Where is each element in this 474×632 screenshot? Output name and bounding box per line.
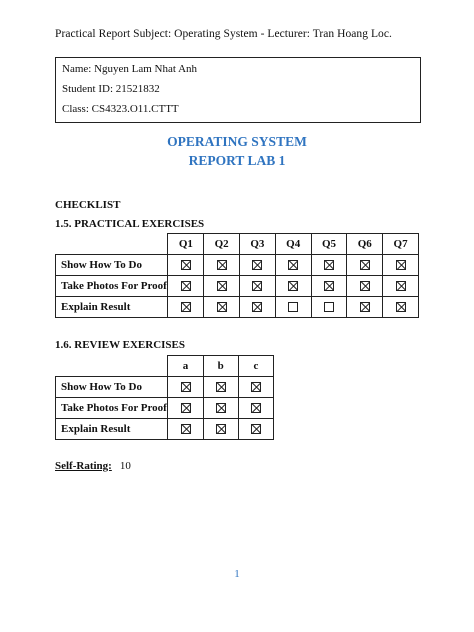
table-row	[56, 297, 419, 318]
checked-box-icon[interactable]	[251, 403, 261, 413]
column-header: Q5	[311, 234, 347, 255]
checkbox-cell	[238, 377, 273, 398]
checked-box-icon[interactable]	[216, 382, 226, 392]
checked-box-icon[interactable]	[181, 302, 191, 312]
checkbox-cell	[203, 398, 238, 419]
column-header: Q4	[275, 234, 311, 255]
checked-box-icon[interactable]	[181, 281, 191, 291]
table-row	[56, 255, 419, 276]
column-header: c	[238, 356, 273, 377]
table-row	[56, 419, 274, 440]
checked-box-icon[interactable]	[288, 260, 298, 270]
checkbox-cell	[168, 276, 204, 297]
checkbox-cell	[275, 255, 311, 276]
checkbox-cell	[168, 398, 203, 419]
checked-box-icon[interactable]	[324, 260, 334, 270]
report-title: OPERATING SYSTEM	[167, 134, 307, 149]
student-name: Name: Nguyen Lam Nhat Anh	[62, 63, 198, 75]
checkbox-cell	[204, 276, 240, 297]
checkbox-cell	[168, 377, 203, 398]
checked-box-icon[interactable]	[252, 281, 262, 291]
checkbox-cell	[311, 297, 347, 318]
report-subtitle: REPORT LAB 1	[188, 153, 286, 168]
self-rating	[55, 460, 131, 472]
checked-box-icon[interactable]	[360, 302, 370, 312]
column-header: Q7	[383, 234, 419, 255]
column-header: Q3	[240, 234, 276, 255]
checked-box-icon[interactable]	[216, 403, 226, 413]
checkbox-cell	[168, 255, 204, 276]
row-label: Explain Result	[56, 297, 168, 318]
page-header: Practical Report Subject: Operating System - Lecturer: Tran Hoang Loc.	[55, 28, 392, 40]
checked-box-icon[interactable]	[217, 302, 227, 312]
checked-box-icon[interactable]	[252, 302, 262, 312]
review-exercises-heading: 1.6. REVIEW EXERCISES	[55, 339, 186, 351]
table-corner-cell	[56, 356, 168, 377]
checkbox-cell	[240, 297, 276, 318]
checkbox-cell	[383, 297, 419, 318]
table-row	[56, 398, 274, 419]
row-label: Explain Result	[56, 419, 168, 440]
row-label: Show How To Do	[56, 255, 168, 276]
checkbox-cell	[275, 297, 311, 318]
checked-box-icon[interactable]	[251, 382, 261, 392]
checkbox-cell	[240, 255, 276, 276]
checked-box-icon[interactable]	[216, 424, 226, 434]
checkbox-cell	[347, 297, 383, 318]
checked-box-icon[interactable]	[181, 260, 191, 270]
row-label: Take Photos For Proof	[56, 398, 168, 419]
checkbox-cell	[238, 419, 273, 440]
checked-box-icon[interactable]	[324, 281, 334, 291]
checked-box-icon[interactable]	[360, 281, 370, 291]
column-header: Q2	[204, 234, 240, 255]
column-header: Q6	[347, 234, 383, 255]
self-rating-value: 10	[119, 460, 131, 472]
checkbox-cell	[275, 276, 311, 297]
table-header-row	[56, 234, 419, 255]
checkbox-cell	[203, 377, 238, 398]
checkbox-cell	[347, 255, 383, 276]
checkbox-cell	[204, 255, 240, 276]
review-checklist-table	[55, 355, 274, 440]
practical-checklist-table	[55, 233, 419, 318]
table-corner-cell	[56, 234, 168, 255]
checked-box-icon[interactable]	[181, 403, 191, 413]
checked-box-icon[interactable]	[217, 281, 227, 291]
student-id: Student ID: 21521832	[62, 83, 160, 95]
checkbox-cell	[347, 276, 383, 297]
column-header: a	[168, 356, 203, 377]
checked-box-icon[interactable]	[396, 260, 406, 270]
table-row	[56, 276, 419, 297]
checked-box-icon[interactable]	[181, 424, 191, 434]
checkbox-cell	[383, 255, 419, 276]
checkbox-cell	[311, 276, 347, 297]
table-row	[56, 377, 274, 398]
checkbox-cell	[204, 297, 240, 318]
checklist-heading: CHECKLIST	[55, 199, 121, 211]
empty-box-icon[interactable]	[288, 302, 298, 312]
checked-box-icon[interactable]	[288, 281, 298, 291]
checked-box-icon[interactable]	[360, 260, 370, 270]
self-rating-label: Self-Rating:	[55, 460, 112, 472]
checked-box-icon[interactable]	[251, 424, 261, 434]
checked-box-icon[interactable]	[181, 382, 191, 392]
practical-exercises-heading: 1.5. PRACTICAL EXERCISES	[55, 218, 205, 230]
student-info-box	[55, 57, 421, 123]
checkbox-cell	[240, 276, 276, 297]
checkbox-cell	[168, 297, 204, 318]
checkbox-cell	[383, 276, 419, 297]
checkbox-cell	[238, 398, 273, 419]
checked-box-icon[interactable]	[396, 302, 406, 312]
checked-box-icon[interactable]	[252, 260, 262, 270]
checked-box-icon[interactable]	[396, 281, 406, 291]
student-class: Class: CS4323.O11.CTTT	[62, 103, 179, 115]
column-header: b	[203, 356, 238, 377]
page-number: 1	[234, 568, 240, 580]
checkbox-cell	[311, 255, 347, 276]
row-label: Show How To Do	[56, 377, 168, 398]
checkbox-cell	[203, 419, 238, 440]
table-header-row	[56, 356, 274, 377]
empty-box-icon[interactable]	[324, 302, 334, 312]
checkbox-cell	[168, 419, 203, 440]
row-label: Take Photos For Proof	[56, 276, 168, 297]
checked-box-icon[interactable]	[217, 260, 227, 270]
column-header: Q1	[168, 234, 204, 255]
